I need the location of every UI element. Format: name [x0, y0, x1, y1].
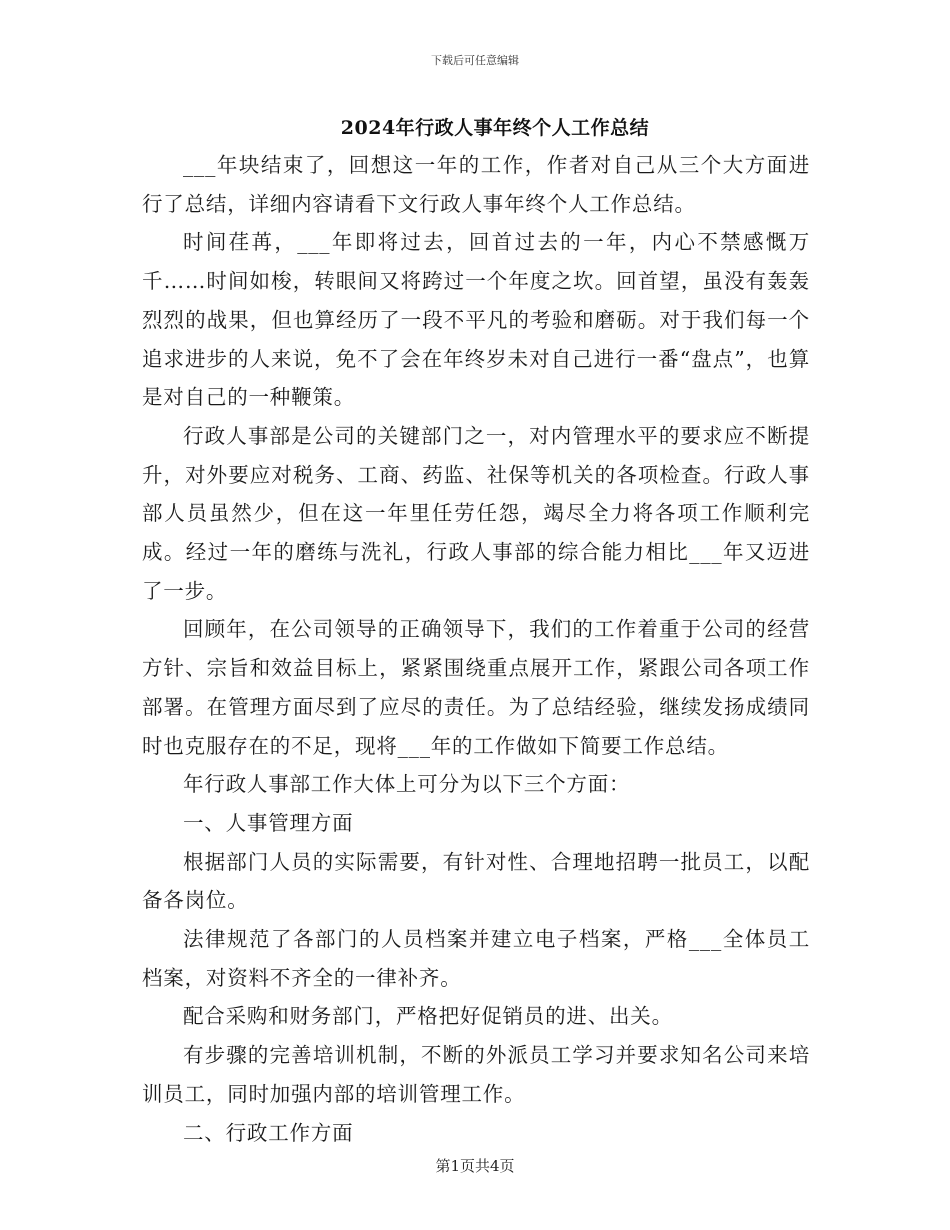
- paragraph-department-role: 行政人事部是公司的关键部门之一，对内管理水平的要求应不断提升，对外要应对税务、工商、药监、社保等机关的各项检查。行政人事部人员虽然少，但在这一年里任劳任怨，竭尽全力将各项工作顺利完成。经过一年的磨练与洗礼，行政人事部的综合能力相比___年又迈进了一步。: [142, 423, 810, 603]
- paragraph-archives: 法律规范了各部门的人员档案并建立电子档案，严格___全体员工档案，对资料不齐全的一律补齐。: [142, 927, 810, 990]
- paragraph-promoters: 配合采购和财务部门，严格把好促销员的进、出关。: [183, 1004, 673, 1029]
- paragraph-three-aspects: 年行政人事部工作大体上可分为以下三个方面：: [183, 772, 631, 797]
- section-heading-admin: 二、行政工作方面: [183, 1120, 354, 1145]
- page-number: 第1页共4页: [435, 1157, 515, 1175]
- paragraph-training: 有步骤的完善培训机制，不断的外派员工学习并要求知名公司来培训员工，同时加强内部的培训管理工作。: [142, 1043, 810, 1106]
- paragraph-time-reflection: 时间荏苒，___年即将过去，回首过去的一年，内心不禁感慨万千……时间如梭，转眼间又将跨过一个年度之坎。回首望，虽没有轰轰烈烈的战果，但也算经历了一段不平凡的考验和磨砺。对于我们每一个追求进步的人来说，免不了会在年终岁未对自己进行一番“盘点”，也算是对自己的一种鞭策。: [142, 230, 810, 410]
- header-note: 下载后可任意编辑: [431, 54, 519, 67]
- paragraph-intro: ___年块结束了，回想这一年的工作，作者对自己从三个大方面进行了总结，详细内容请看下文行政人事年终个人工作总结。: [142, 153, 810, 216]
- paragraph-review: 回顾年，在公司领导的正确领导下，我们的工作着重于公司的经营方针、宗旨和效益目标上，紧紧围绕重点展开工作，紧跟公司各项工作部署。在管理方面尽到了应尽的责任。为了总结经验，继续发扬成绩同时也克服存在的不足，现将___年的工作做如下简要工作总结。: [142, 617, 810, 758]
- paragraph-recruiting: 根据部门人员的实际需要，有针对性、合理地招聘一批员工，以配备各岗位。: [142, 849, 810, 913]
- section-heading-hr: 一、人事管理方面: [183, 810, 354, 835]
- document-title: 2024年行政人事年终个人工作总结: [340, 117, 650, 139]
- document-body: [142, 146, 810, 1152]
